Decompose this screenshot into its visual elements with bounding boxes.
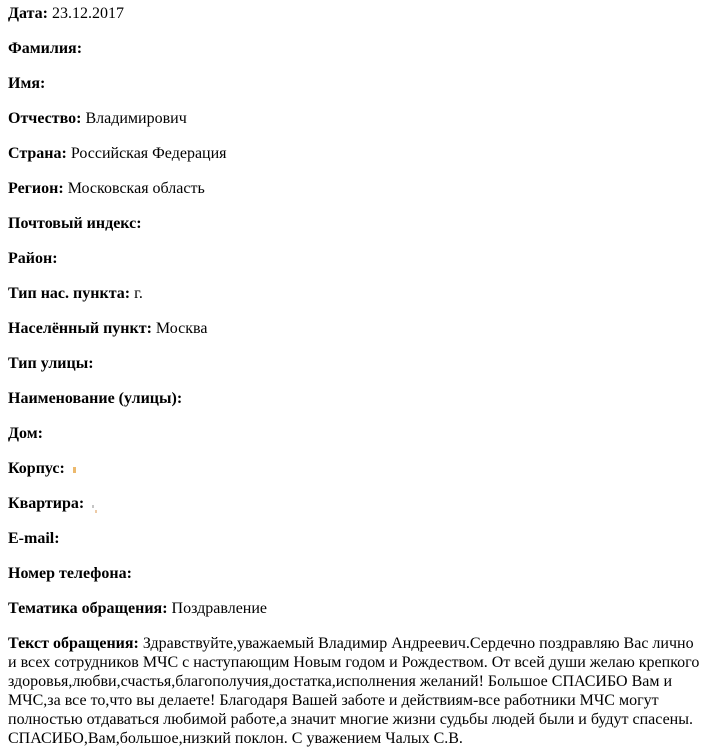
field-label-settlement-type: Тип нас. пункта:	[8, 285, 131, 302]
field-label-message: Текст обращения:	[8, 635, 139, 652]
field-row-postal-code	[8, 214, 701, 233]
field-row-phone	[8, 564, 701, 583]
field-label-topic: Тематика обращения:	[8, 600, 168, 617]
field-value-settlement-type: г.	[134, 285, 143, 302]
field-row-district	[8, 249, 701, 268]
field-label-house: Дом:	[8, 425, 43, 442]
field-label-country: Страна:	[8, 145, 67, 162]
field-row-settlement-type	[8, 284, 701, 303]
field-label-street-type: Тип улицы:	[8, 355, 94, 372]
field-label-district: Район:	[8, 250, 58, 267]
field-row-firstname	[8, 74, 701, 93]
field-label-street-name: Наименование (улицы):	[8, 390, 183, 407]
redaction-artifact-building	[73, 467, 76, 473]
field-label-firstname: Имя:	[8, 75, 46, 92]
field-value-region: Московская область	[67, 180, 205, 197]
redaction-artifact-apartment	[92, 505, 94, 508]
field-row-house	[8, 424, 701, 443]
field-label-email: E-mail:	[8, 530, 60, 547]
field-value-topic: Поздравление	[171, 600, 268, 617]
field-row-topic	[8, 599, 701, 618]
field-row-message	[8, 634, 701, 748]
field-label-lastname: Фамилия:	[8, 40, 83, 57]
field-row-apartment	[8, 494, 701, 513]
field-row-street-name	[8, 389, 701, 408]
field-value-date: 23.12.2017	[51, 5, 124, 22]
field-value-message: Здравствуйте,уважаемый Владимир Андреевич.Сердечно поздравляю Вас лично и всех сотрудников МЧС с наступающим Новым годом и Рождеством. От всей души желаю крепкого здоровья,любви,счастья,благополучия,достатка,исполнения желаний! Большое СПАСИБО Вам и МЧС,за все то,что вы делаете! Благодаря Вашей заботе и действиям-все работники МЧС могут полностью отдаваться любимой работе,а значит многие жизни судьбы людей были и будут спасены. СПАСИБО,Вам,большое,низкий поклон. С уважением Чалых С.В.	[8, 635, 700, 747]
field-row-email	[8, 529, 701, 548]
field-label-settlement: Населённый пункт:	[8, 320, 152, 337]
field-label-date: Дата:	[8, 5, 48, 22]
field-value-country: Российская Федерация	[70, 145, 227, 162]
field-row-settlement	[8, 319, 701, 338]
field-value-patronymic: Владимирович	[85, 110, 187, 127]
field-row-country	[8, 144, 701, 163]
field-label-patronymic: Отчество:	[8, 110, 82, 127]
field-label-apartment: Квартира:	[8, 495, 85, 512]
field-value-settlement: Москва	[155, 320, 208, 337]
field-label-building: Корпус:	[8, 460, 65, 477]
field-label-phone: Номер телефона:	[8, 565, 132, 582]
field-row-street-type	[8, 354, 701, 373]
field-row-lastname	[8, 39, 701, 58]
field-row-date	[8, 4, 701, 23]
field-row-building	[8, 459, 701, 478]
field-label-postal-code: Почтовый индекс:	[8, 215, 142, 232]
field-row-patronymic	[8, 109, 701, 128]
field-label-region: Регион:	[8, 180, 64, 197]
field-row-region	[8, 179, 701, 198]
